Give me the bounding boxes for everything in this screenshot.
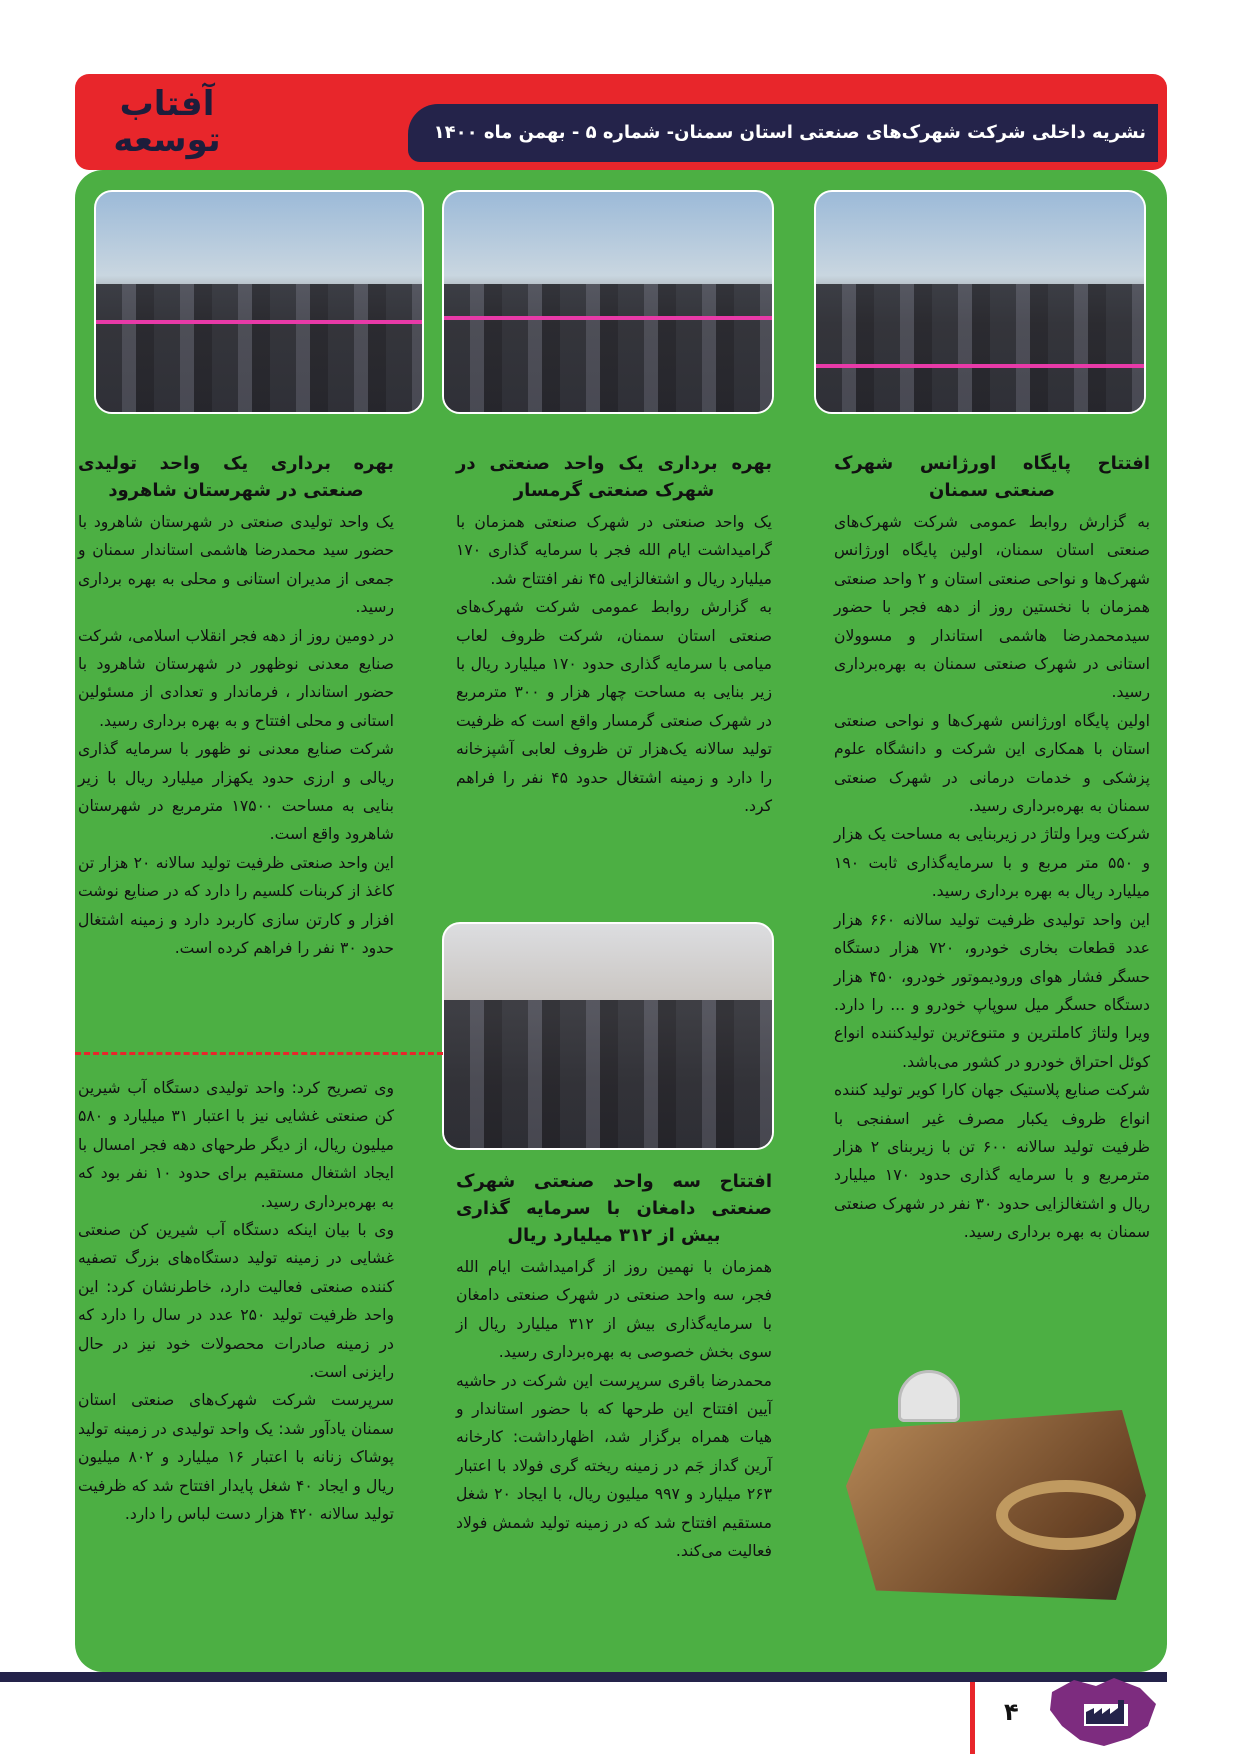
- article-left-bottom: [78, 1074, 394, 1529]
- article-right: [834, 450, 1150, 1247]
- article-paragraph: اولین پایگاه اورژانس شهرک‌ها و نواحی صنعتی استان با همکاری این شرکت و دانشگاه علوم پزشکی و خدمات درمانی در شهرک صنعتی سمنان به بهره‌برداری رسید.: [834, 711, 1150, 816]
- article-middle-bottom: [456, 1168, 772, 1565]
- header-title: نشریه داخلی شرکت شهرک‌های صنعتی استان سمنان- شماره ۵ - بهمن ماه ۱۴۰۰: [433, 122, 1146, 143]
- article-middle-top: [456, 450, 772, 820]
- ribbon-cutting-photo-middle: [442, 190, 774, 414]
- publication-logo: [92, 86, 242, 162]
- province-map-logo-icon: [1044, 1674, 1164, 1752]
- ribbon-cutting-photo-right: [814, 190, 1146, 414]
- photo-crowd: [444, 284, 772, 412]
- article-paragraph: شرکت ویرا ولتاژ در زیربنایی به مساحت یک هزار و ۵۵۰ متر مربع و با سرمایه‌گذاری ثابت ۱۹۰ میلیارد ریال به بهره برداری رسید.: [834, 825, 1150, 901]
- article-paragraph: وی با بیان اینکه دستگاه آب شیرین کن صنعتی غشایی در زمینه تولید دستگاه‌های بزرگ تصفیه کننده صنعتی فعالیت دارد، خاطرنشان کرد: این واحد ظرفیت تولید ۲۵۰ عدد در سال را دارد که در زمینه صادرات محصولات خود نیز در حال رایزنی است.: [78, 1221, 394, 1382]
- article-paragraph: این واحد تولیدی ظرفیت تولید سالانه ۶۶۰ هزار عدد قطعات بخاری خودرو، ۷۲۰ هزار دستگاه حسگر فشار هوای ورودیموتور خودرو، ۴۵۰ هزار دستگاه حسگر میل سوپاپ خودرو و ... را دارد. ویرا ولتاژ کاملترین و متنوع‌ترین تولیدکننده انواع کوئل احتراق خودرو در کشور می‌باشد.: [834, 910, 1150, 1071]
- footer-accent-bar: [970, 1682, 975, 1754]
- photo-ribbon: [444, 316, 772, 320]
- page-number: ۴: [1004, 1698, 1019, 1726]
- article-paragraph: این واحد صنعتی ظرفیت تولید سالانه ۲۰ هزار تن کاغذ از کربنات کلسیم را دارد که در صنایع نوشت افزار و کارتن سازی کاربرد دارد و زمینه اشتغال حدود ۳۰ نفر را فراهم کرده است.: [78, 853, 394, 958]
- article-paragraph: به گزارش روابط عمومی شرکت شهرک‌های صنعتی استان سمنان، شرکت ظروف لعاب میامی با سرمایه گذاری حدود ۱۷۰ میلیارد ریال با زیر بنایی به مساحت چهار هزار و ۳۰۰ مترمربع در شهرک صنعتی گرمسار واقع است که ظرفیت تولید سالانه یک‌هزار تن ظروف لعابی آشپزخانه را دارد و زمینه اشتغال حدود ۴۵ نفر را فراهم کرد.: [456, 598, 773, 816]
- article-paragraph: همزمان با نهمین روز از گرامیداشت ایام الله فجر، سه واحد صنعتی در شهرک صنعتی دامغان با سرمایه‌گذاری بیش از ۳۱۲ میلیارد ریال از سوی بخش خصوصی به بهره‌برداری رسید.: [456, 1258, 772, 1362]
- header-title-band: [408, 104, 1158, 162]
- logo-line-1: آفتاب: [119, 84, 215, 124]
- valve-wheel-icon: [996, 1480, 1136, 1550]
- article-paragraph: وی تصریح کرد: واحد تولیدی دستگاه آب شیرین کن صنعتی غشایی نیز با اعتبار ۳۱ میلیارد و ۵۸۰ میلیون ریال، از دیگر طرحهای دهه فجر امسال با ایجاد اشتغال مستقیم برای حدود ۱۰ نفر بود که به بهره‌برداری رسید.: [78, 1079, 394, 1211]
- article-left-top: [78, 450, 394, 963]
- article-paragraph: در دومین روز از دهه فجر انقلاب اسلامی، شرکت صنایع معدنی نوظهور در شهرستان شاهرود با حضور استاندار ، فرماندار و تعدادی از مسئولین استانی و محلی افتتاح و به بهره برداری رسید.: [78, 626, 394, 730]
- worker-valve-image: [846, 1370, 1150, 1605]
- hard-hat-icon: [898, 1370, 960, 1422]
- article-title: افتتاح سه واحد صنعتی شهرک صنعتی دامغان با سرمایه گذاری بیش از ۳۱۲ میلیارد ریال: [456, 1171, 772, 1246]
- photo-ribbon: [96, 320, 422, 324]
- photo-crowd: [816, 284, 1144, 412]
- officials-photo: [442, 922, 774, 1150]
- footer-line: [0, 1672, 1167, 1682]
- article-paragraph: به گزارش روابط عمومی شرکت شهرک‌های صنعتی استان سمنان، اولین پایگاه اورژانس شهرک‌ها و نواحی صنعتی استان و ۲ واحد صنعتی همزمان با نخستین روز از دهه فجر با حضور سیدمحمدرضا هاشمی استاندار و مسوولان استانی در شهرک صنعتی سمنان به بهره‌برداری رسید.: [834, 513, 1150, 702]
- article-paragraph: یک واحد صنعتی در شهرک صنعتی همزمان با گرامیداشت ایام الله فجر با سرمایه گذاری ۱۷۰ میلیارد ریال و اشتغالزایی ۴۵ نفر افتتاح شد.: [456, 513, 772, 588]
- article-title: افتتاح پایگاه اورژانس شهرک صنعتی سمنان: [834, 453, 1150, 501]
- article-title: بهره برداری یک واحد صنعتی در شهرک صنعتی گرمسار: [456, 453, 772, 501]
- ribbon-cutting-photo-left: [94, 190, 424, 414]
- photo-crowd: [444, 1000, 772, 1148]
- column-divider-dashed: [75, 1052, 443, 1055]
- article-paragraph: سرپرست شرکت شهرک‌های صنعتی استان سمنان یادآور شد: یک واحد تولیدی در زمینه تولید پوشاک زنانه با اعتبار ۱۶ میلیارد و ۸۰۲ میلیون ریال و ایجاد ۴۰ شغل پایدار افتتاح شد که ظرفیت تولید سالانه ۴۲۰ هزار دست لباس را دارد.: [78, 1391, 394, 1524]
- article-paragraph: شرکت صنایع معدنی نو ظهور با سرمایه گذاری ریالی و ارزی حدود یکهزار میلیارد ریال با زیر بنایی به مساحت ۱۷۵۰۰ مترمربع در شهرستان شاهرود واقع است.: [78, 740, 394, 844]
- logo-line-2: توسعه: [113, 120, 221, 160]
- article-paragraph: محمدرضا باقری سرپرست این شرکت در حاشیه آیین افتتاح این طرحها که با حضور استاندار و هیات همراه برگزار شد، اظهارداشت: کارخانه آرین گداز جَم در زمینه ریخته گری فولاد با اعتبار ۲۶۳ میلیارد و ۹۹۷ میلیون ریال، با ایجاد ۲۰ شغل مستقیم افتتاح شد که در زمینه تولید شمش فولاد فعالیت می‌کند.: [456, 1371, 772, 1561]
- article-paragraph: شرکت صنایع پلاستیک جهان کارا کویر تولید کننده انواع ظروف یکبار مصرف غیر اسفنجی با ظرفیت تولید سالانه ۶۰۰ تن با زیربنای ۲ هزار مترمربع و با سرمایه گذاری حدود ۱۷۰ میلیارد ریال و اشتغالزایی حدود ۳۰ نفر در شهرک صنعتی سمنان به بهره برداری رسید.: [834, 1081, 1150, 1242]
- article-title: بهره برداری یک واحد تولیدی صنعتی در شهرستان شاهرود: [78, 453, 394, 501]
- photo-crowd: [96, 284, 422, 412]
- photo-ribbon: [816, 364, 1144, 368]
- article-paragraph: یک واحد تولیدی صنعتی در شهرستان شاهرود با حضور سید محمدرضا هاشمی استاندار سمنان و جمعی از مدیران استانی و محلی به بهره برداری رسید.: [78, 513, 394, 617]
